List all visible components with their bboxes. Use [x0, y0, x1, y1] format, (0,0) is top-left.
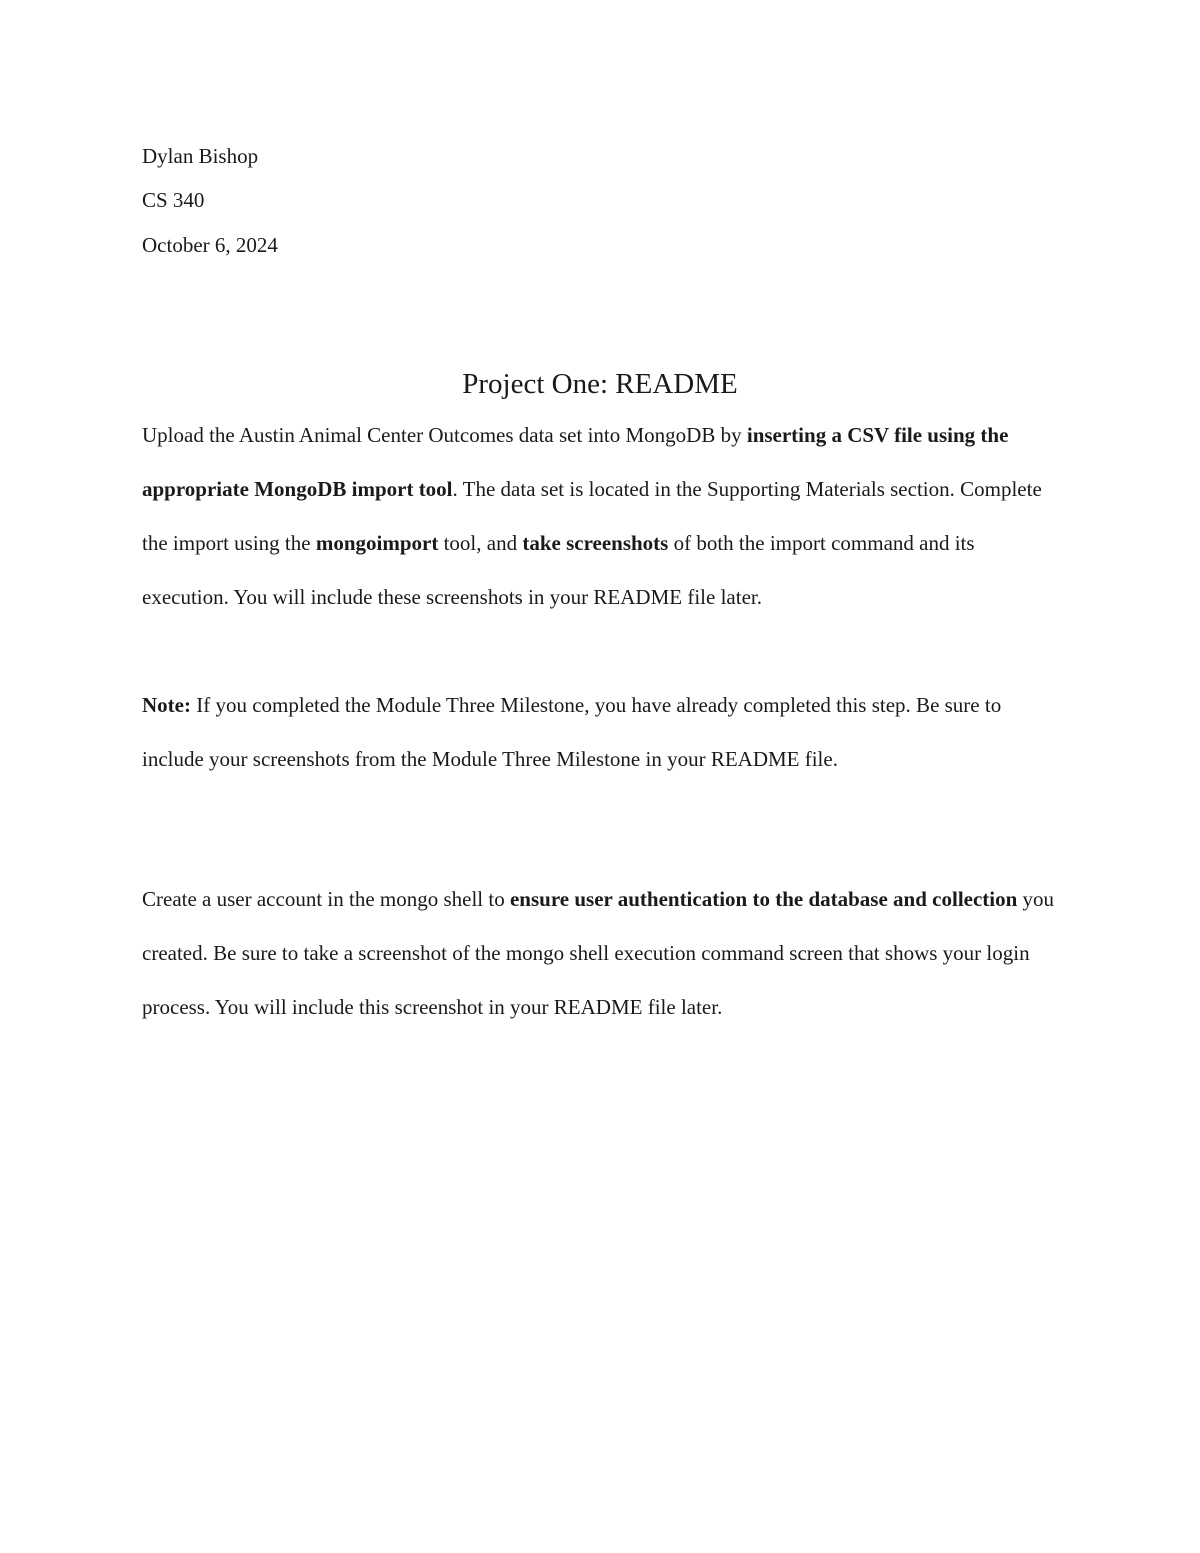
document-date: October 6, 2024	[142, 233, 278, 257]
paragraph-text: Create a user account in the mongo shell to	[142, 887, 510, 911]
author-name: Dylan Bishop	[142, 144, 259, 168]
paragraph-text: you created. Be sure to take a screenshot of the mongo shell execution command screen that shows your login process. You will include this screenshot in your README file later.	[142, 887, 1055, 1019]
paragraph-user-account	[142, 872, 1062, 1034]
note-paragraph	[142, 678, 1062, 786]
paragraph-text: tool, and	[438, 531, 523, 555]
paragraph-text: of both the import command and its execution. You will include these screenshots in your README file later.	[142, 531, 975, 609]
paragraph-import-instructions	[142, 408, 1062, 624]
course-code: CS 340	[142, 188, 205, 212]
paragraph-text: Upload the Austin Animal Center Outcomes data set into MongoDB by	[142, 423, 747, 447]
note-label: Note:	[142, 693, 191, 717]
emphasis-text: take screenshots	[522, 531, 669, 555]
emphasis-text: inserting a CSV file using the appropriate MongoDB import tool	[142, 423, 1009, 501]
note-text: If you completed the Module Three Milestone, you have already completed this step. Be sure to include your screenshots from the Module Three Milestone in your README file.	[142, 693, 1002, 771]
paragraph-text: . The data set is located in the Supporting Materials section. Complete the import using the	[142, 477, 1042, 555]
emphasis-text: mongoimport	[315, 531, 439, 555]
document-title: Project One: README	[462, 368, 738, 400]
emphasis-text: ensure user authentication to the database and collection	[509, 887, 1018, 911]
